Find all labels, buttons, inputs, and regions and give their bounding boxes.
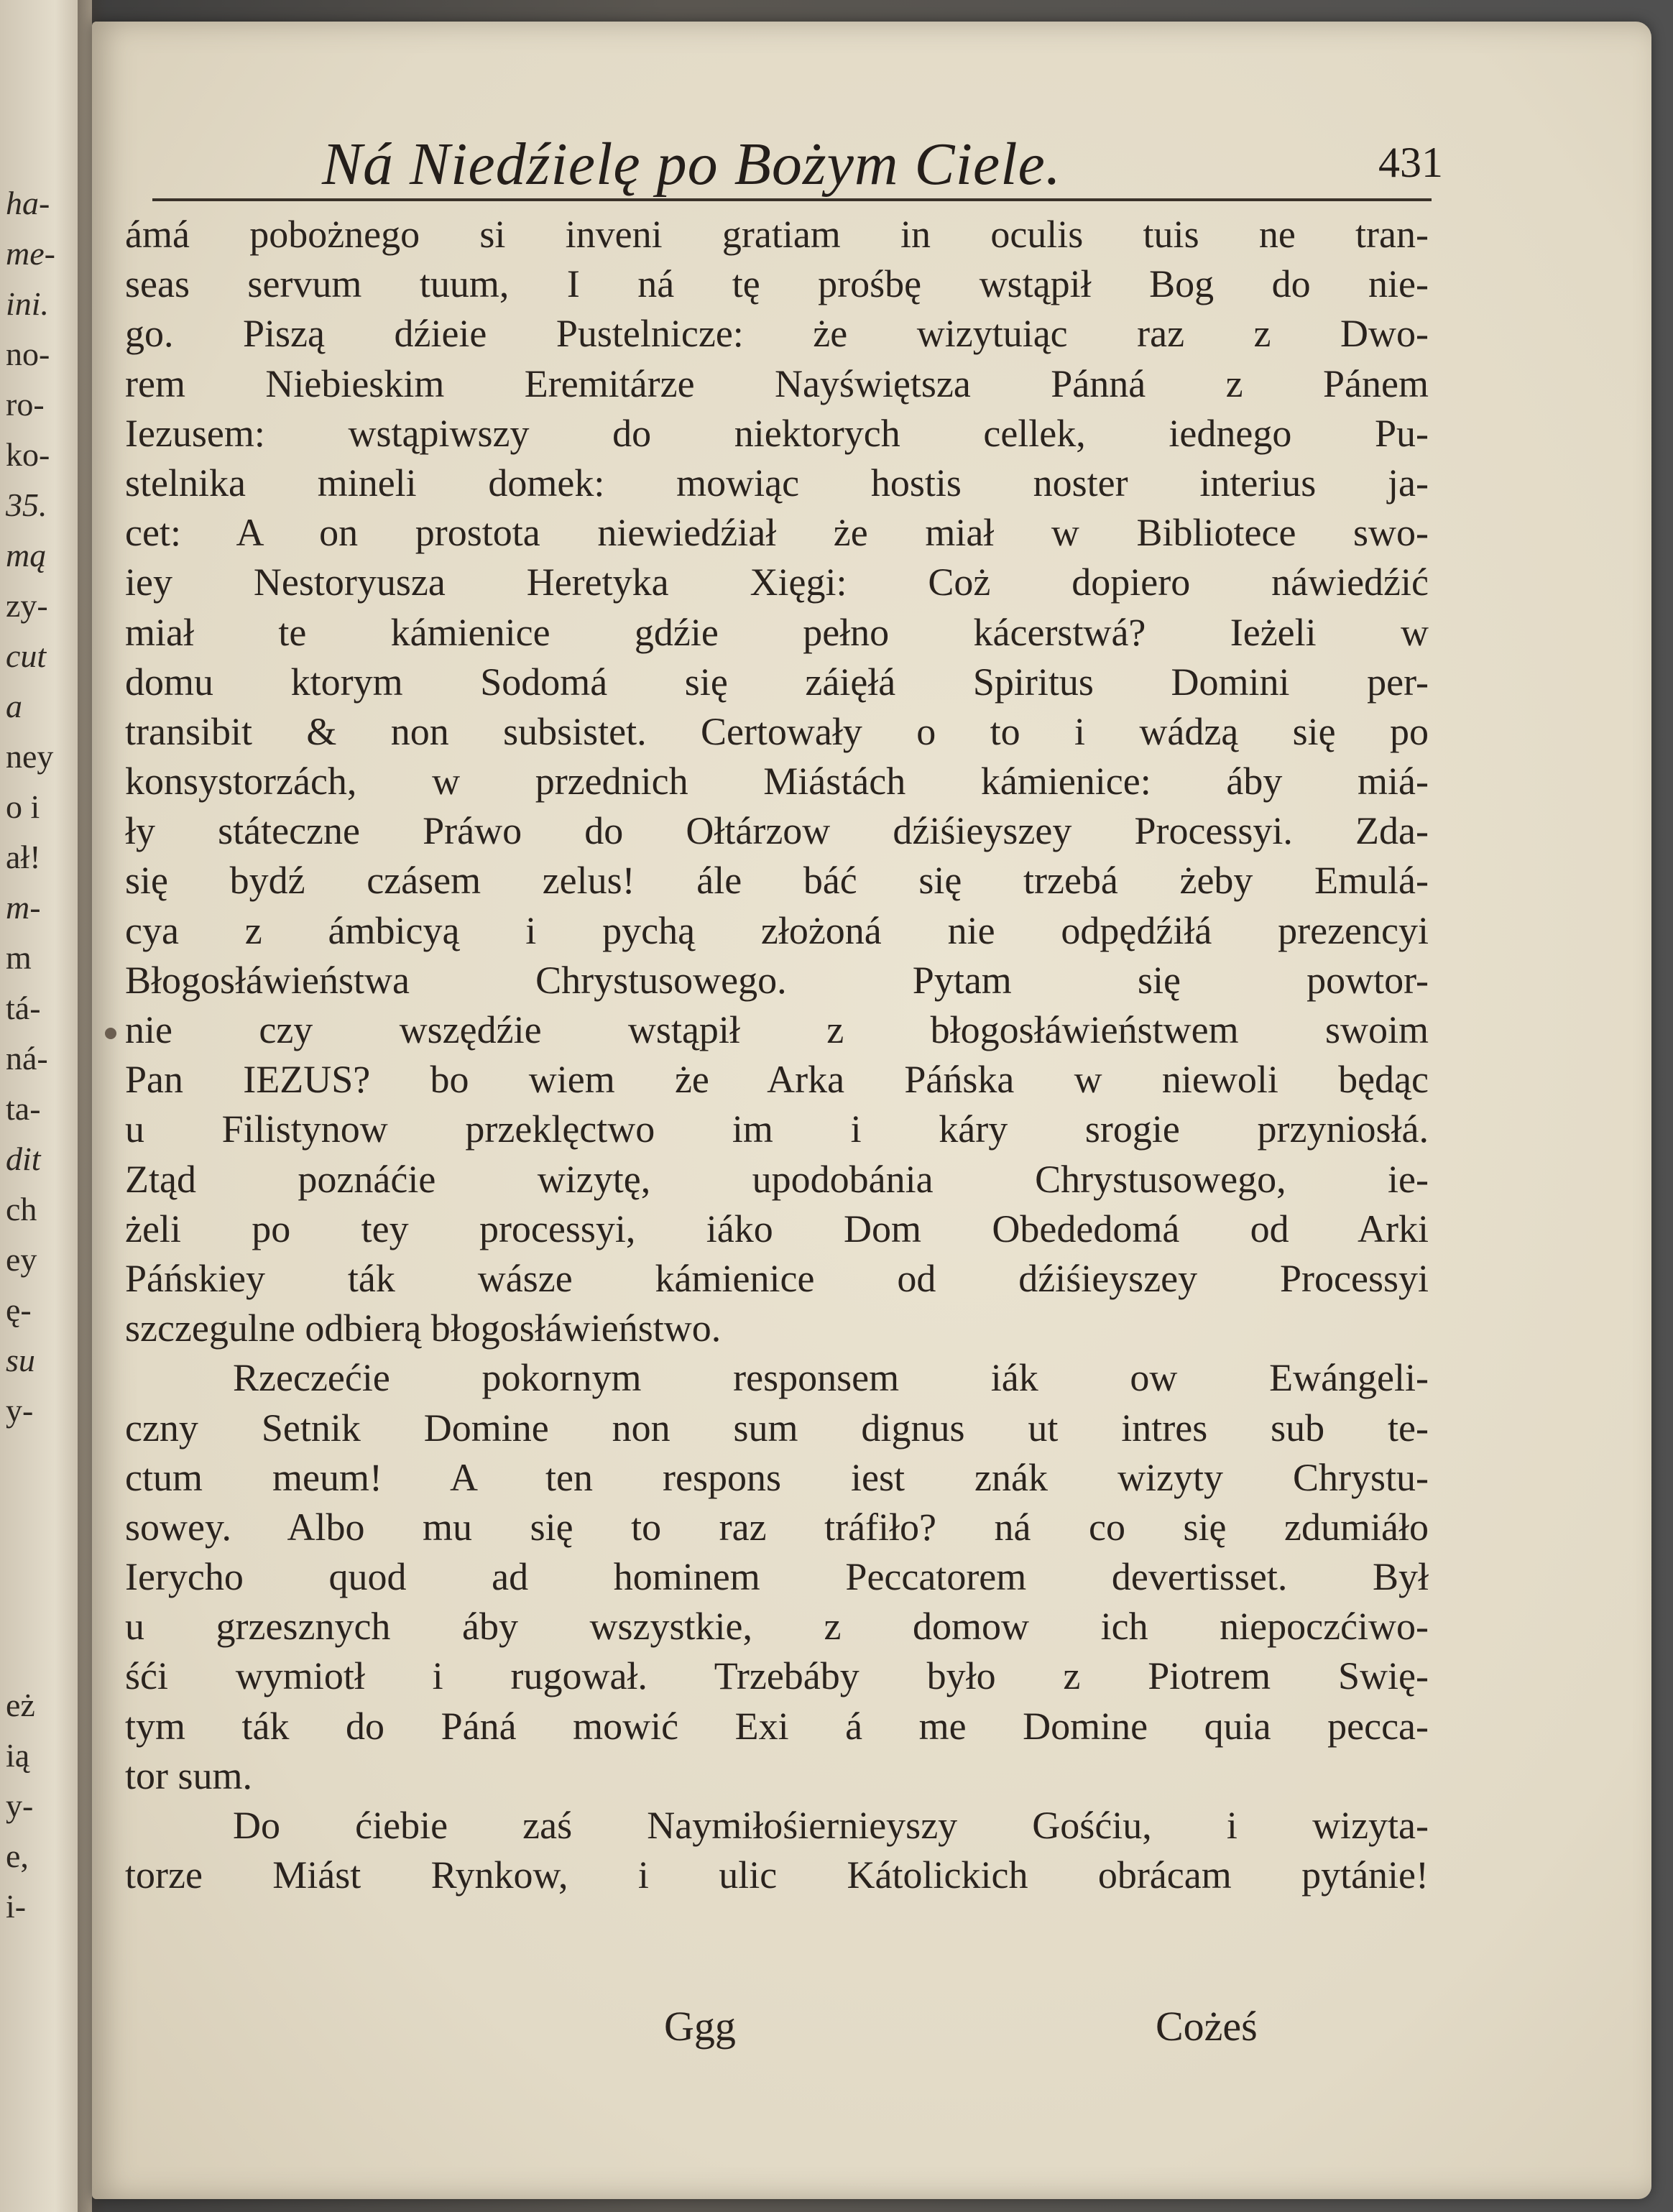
page-number: 431 xyxy=(1378,139,1443,186)
text-line: miał te kámienice gdźie pełno kácerstwá? Ieżeli w xyxy=(125,610,1429,654)
body-text xyxy=(125,210,1429,1900)
left-page-fragment: ę- xyxy=(6,1291,32,1328)
text-line: cya z ámbicyą i pychą złożoná nie odpędźiłá prezencyi xyxy=(125,908,1429,952)
left-page-fragment: ta- xyxy=(6,1090,41,1127)
margin-dot-mark xyxy=(105,1028,116,1039)
left-page-fragment: ią xyxy=(6,1737,30,1774)
text-line: Pan IEZUS? bo wiem że Arka Páńska w niewoli będąc xyxy=(125,1058,1429,1102)
left-page-fragment: ini. xyxy=(6,285,50,322)
text-line: Rzeczećie pokornym responsem iák ow Ewángeli- xyxy=(233,1356,1429,1400)
text-line: żeli po tey processyi, iáko Dom Obededomá od Arki xyxy=(125,1207,1429,1250)
text-line: tym ták do Páná mowić Exi á me Domine quia pecca- xyxy=(125,1704,1429,1748)
text-line: rem Niebieskim Eremitárze Nayświętsza Pánná z Pánem xyxy=(125,361,1429,405)
left-page-fragment: me- xyxy=(6,235,55,272)
left-page-fragment: e, xyxy=(6,1838,29,1874)
text-line: sowey. Albo mu się to raz tráfiło? ná co się zdumiáło xyxy=(125,1505,1429,1549)
left-page-fragment: no- xyxy=(6,336,50,372)
text-line: szczegulne odbierą błogosłáwieństwo. xyxy=(125,1307,722,1350)
right-page xyxy=(92,22,1651,2199)
left-page-fragment: cut xyxy=(6,637,47,674)
left-page-fragment: m xyxy=(6,939,32,976)
text-line: tor sum. xyxy=(125,1754,253,1797)
left-page-fragment: ko- xyxy=(6,436,50,473)
text-line: go. Piszą dźieie Pustelnicze: że wizytuiąc raz z Dwo- xyxy=(125,312,1429,356)
left-page-fragment: zy- xyxy=(6,587,48,624)
left-page-fragment: 35. xyxy=(6,487,47,523)
text-line: nie czy wszędźie wstąpił z błogosłáwieństwem swoim xyxy=(125,1008,1429,1051)
left-page-fragment: y- xyxy=(6,1787,34,1824)
text-line: czny Setnik Domine non sum dignus ut intres sub te- xyxy=(125,1406,1429,1450)
left-page-fragment: ha- xyxy=(6,185,50,221)
text-line: Do ćiebie zaś Naymiłośiernieyszy Gośćiu, i wizyta- xyxy=(233,1804,1429,1847)
running-head: Ná Niedźielę po Bożym Ciele. xyxy=(322,131,1061,198)
left-page-fragment: dit xyxy=(6,1140,41,1177)
text-line: u Filistynow przeklęctwo im i káry srogie przyniosłá. xyxy=(125,1107,1429,1151)
text-line: Páńskiey ták wásze kámienice od dźiśieyszey Processyi xyxy=(125,1256,1429,1300)
text-line: ctum meum! A ten respons iest znák wizyty Chrystu- xyxy=(125,1455,1429,1499)
left-page-fragment: y- xyxy=(6,1392,34,1429)
left-page-fragment: ney xyxy=(6,738,54,775)
left-page-fragment: eż xyxy=(6,1687,35,1723)
text-line: iey Nestoryusza Heretyka Xięgi: Coż dopiero náwiedźić xyxy=(125,561,1429,604)
left-page-fragment: ch xyxy=(6,1191,37,1227)
text-line: Ztąd poznáćie wizytę, upodobánia Chrystusowego, ie- xyxy=(125,1157,1429,1201)
text-line: Ierycho quod ad hominem Peccatorem devertisset. Był xyxy=(125,1555,1429,1599)
left-page-fragment: ro- xyxy=(6,386,45,423)
left-page-fragment: ey xyxy=(6,1241,37,1278)
left-page-fragment: a xyxy=(6,688,22,724)
text-line: ámá pobożnego si inveni gratiam in oculis tuis ne tran- xyxy=(125,213,1429,256)
text-line: torze Miást Rynkow, i ulic Kátolickich obrácam pytánie! xyxy=(125,1853,1429,1897)
text-line: konsystorzách, w przednich Miástách kámienice: áby miá- xyxy=(125,760,1429,803)
text-line: seas servum tuum, I ná tę prośbę wstąpił Bog do nie- xyxy=(125,262,1429,306)
text-line: się bydź czásem zelus! ále báć się trzebá żeby Emulá- xyxy=(125,859,1429,903)
text-line: domu ktorym Sodomá się záięłá Spiritus Domini per- xyxy=(125,660,1429,704)
left-page-fragment: m- xyxy=(6,889,41,926)
text-line: stelnika mineli domek: mowiąc hostis noster interius ja- xyxy=(125,461,1429,504)
left-page-fragment: ał! xyxy=(6,839,41,875)
catchword: Cożeś xyxy=(1156,2003,1258,2050)
text-line: Błogosłáwieństwa Chrystusowego. Pytam się powtor- xyxy=(125,958,1429,1002)
left-page-fragment: tá- xyxy=(6,990,41,1026)
text-line: transibit & non subsistet. Certowały o to i wádzą się po xyxy=(125,709,1429,753)
left-page-fragment: ná- xyxy=(6,1040,48,1077)
page-footer xyxy=(92,2002,1651,2060)
text-line: u grzesznych áby wszystkie, z domow ich niepoczćiwo- xyxy=(125,1605,1429,1649)
header-rule xyxy=(152,198,1432,201)
text-line: cet: A on prostota niewiedźiał że miał w Bibliotece swo- xyxy=(125,511,1429,555)
signature-mark: Ggg xyxy=(664,2003,736,2050)
left-page-fragment: i- xyxy=(6,1888,27,1925)
text-line: śći wymiotł i rugował. Trzebáby było z Piotrem Swię- xyxy=(125,1654,1429,1698)
text-line: ły státeczne Práwo do Ołtárzow dźiśieyszey Processyi. Zda- xyxy=(125,809,1429,853)
text-line: Iezusem: wstąpiwszy do niektorych cellek, iednego Pu- xyxy=(125,411,1429,455)
left-page-fragment: o i xyxy=(6,788,40,825)
left-page-fragment: su xyxy=(6,1342,35,1378)
left-page-fragment: mą xyxy=(6,537,47,573)
